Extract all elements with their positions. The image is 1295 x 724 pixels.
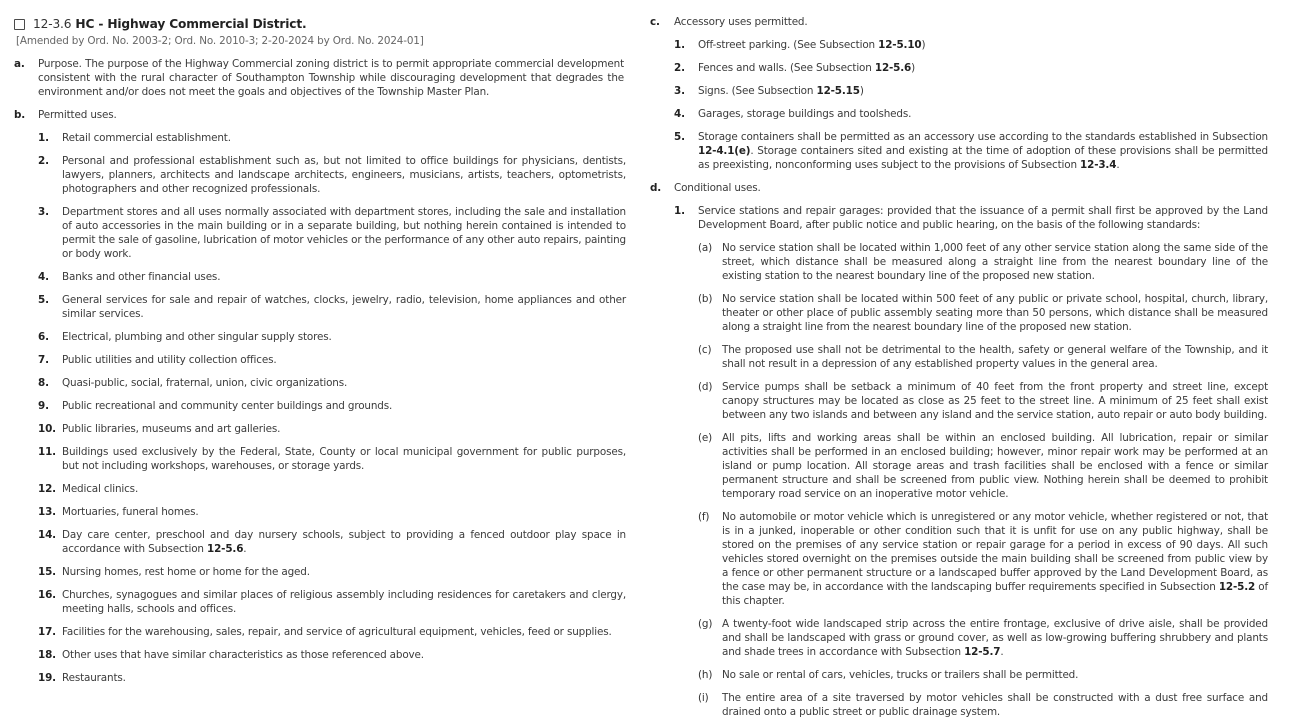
- subsection-c-text: Accessory uses permitted.: [674, 16, 808, 28]
- list-text: Restaurants.: [62, 672, 126, 684]
- section-header: [14, 17, 626, 31]
- standard-item: [698, 241, 1268, 283]
- list-text-part: Storage containers shall be permitted as an accessory use according to the standards established in Subsection: [698, 131, 1268, 143]
- list-text: Buildings used exclusively by the Federal, State, County or local municipal government for public purposes, but not including workshops, warehouses, or storage yards.: [62, 446, 626, 472]
- subsection-a-text: Purpose. The purpose of the Highway Commercial zoning district is to permit appropriate commercial development consistent with the rural character of Southampton Township while discouraging development that degrades the environment and/or does not meet the goals and objectives of the Township Master Plan.: [38, 58, 624, 98]
- standard-text: No service station shall be located within 1,000 feet of any other service station along the same side of the street, which distance shall be measured along a straight line from the nearest boundary line of the existing station to the nearest boundary line of the proposed new station.: [722, 242, 1268, 282]
- permitted-use-item: [38, 625, 626, 639]
- list-text: Quasi-public, social, fraternal, union, civic organizations.: [62, 377, 348, 389]
- list-number: 12.: [38, 483, 56, 495]
- list-text: Public libraries, museums and art galleries.: [62, 423, 281, 435]
- list-text: Nursing homes, rest home or home for the aged.: [62, 566, 310, 578]
- subsection-reference-link[interactable]: 12-5.2: [1218, 581, 1256, 593]
- list-number: 10.: [38, 423, 56, 435]
- list-number: 6.: [38, 331, 49, 343]
- subsection-reference-link[interactable]: 12-5.7: [964, 646, 1001, 658]
- standard-text: The entire area of a site traversed by motor vehicles shall be constructed with a dust free surface and drained onto a public street or public drainage system.: [722, 692, 1268, 718]
- permitted-use-item: [38, 422, 626, 436]
- standard-label: (i): [698, 692, 709, 704]
- section-title: HC - Highway Commercial District.: [75, 17, 307, 31]
- subsection-reference-link[interactable]: 12-5.10: [878, 39, 922, 51]
- standard-label: (c): [698, 344, 712, 356]
- subsection-a: [14, 57, 626, 99]
- standard-item: [698, 617, 1268, 659]
- subsection-b: [14, 108, 626, 122]
- permitted-use-item: [38, 376, 626, 390]
- list-text: [698, 61, 1268, 75]
- conditional-use-item: [674, 204, 1268, 232]
- list-number: 18.: [38, 649, 56, 661]
- list-text: Medical clinics.: [62, 483, 139, 495]
- subsection-d-label: d.: [650, 182, 662, 194]
- accessory-use-item: [674, 107, 1268, 121]
- list-number: 19.: [38, 672, 56, 684]
- list-number: 1.: [674, 205, 685, 217]
- permitted-use-item: [38, 205, 626, 261]
- list-text: [62, 528, 626, 556]
- subsection-b-label: b.: [14, 109, 26, 121]
- list-number: 4.: [38, 271, 49, 283]
- standard-text-part: of this chapter.: [722, 581, 1268, 607]
- permitted-use-item: [38, 482, 626, 496]
- subsection-reference-link[interactable]: 12-5.15: [816, 85, 860, 97]
- list-text: Garages, storage buildings and toolsheds.: [698, 108, 912, 120]
- subsection-b-text: Permitted uses.: [38, 109, 117, 121]
- permitted-use-item: [38, 528, 626, 556]
- permitted-use-item: [38, 330, 626, 344]
- standard-item: [698, 292, 1268, 334]
- list-text: Facilities for the warehousing, sales, repair, and service of agricultural equipment, vehicles, feed or supplies.: [62, 626, 612, 638]
- list-text-part: . Storage containers sited and existing at the time of adoption of these provisions shall be permitted as preexisting, nonconforming uses subject to the provisions of Subsection: [698, 145, 1268, 171]
- standard-item: [698, 343, 1268, 371]
- permitted-use-item: [38, 293, 626, 321]
- list-text-part: Off-street parking. (See Subsection: [698, 39, 879, 51]
- permitted-use-item: [38, 588, 626, 616]
- list-number: 5.: [38, 294, 49, 306]
- list-number: 3.: [674, 85, 685, 97]
- standard-label: (h): [698, 669, 713, 681]
- accessory-use-item: [674, 61, 1268, 75]
- standard-text: [722, 510, 1268, 608]
- list-text-part: .: [243, 543, 247, 555]
- standard-item: [698, 431, 1268, 501]
- list-text: Service stations and repair garages: provided that the issuance of a permit shall first be approved by the Land Development Board, after public notice and public hearing, on the basis of the following standards:: [698, 205, 1268, 231]
- list-number: 13.: [38, 506, 56, 518]
- standard-text-part: A twenty-foot wide landscaped strip across the entire frontage, exclusive of drive aisle, shall be provided and shall be landscaped with grass or ground cover, as well as low-growing buffering shrubbery and plants and shade trees in accordance with Subsection: [722, 618, 1268, 658]
- subsection-reference-link[interactable]: 12-5.6: [207, 543, 244, 555]
- list-number: 2.: [674, 62, 685, 74]
- accessory-use-item: [674, 130, 1268, 172]
- standard-item: [698, 380, 1268, 422]
- list-text-part: .: [1116, 159, 1120, 171]
- list-number: 1.: [38, 132, 49, 144]
- list-number: 8.: [38, 377, 49, 389]
- accessory-use-item: [674, 38, 1268, 52]
- subsection-a-label: a.: [14, 58, 25, 70]
- list-text: Banks and other financial uses.: [62, 271, 221, 283]
- permitted-use-item: [38, 270, 626, 284]
- list-number: 15.: [38, 566, 56, 578]
- list-text-part: Signs. (See Subsection: [698, 85, 817, 97]
- permitted-use-item: [38, 154, 626, 196]
- list-text: Electrical, plumbing and other singular supply stores.: [62, 331, 332, 343]
- standard-text: [722, 617, 1268, 659]
- standard-label: (e): [698, 432, 713, 444]
- list-text: [698, 38, 1268, 52]
- standard-text-part: .: [1000, 646, 1004, 658]
- subsection-c-label: c.: [650, 16, 660, 28]
- standard-text: No service station shall be located within 500 feet of any public or private school, hospital, church, library, theater or other place of public assembly seating more than 50 persons, which distance shall be measured along a straight line from the nearest boundary line of the proposed new station.: [722, 293, 1268, 333]
- list-number: 16.: [38, 589, 56, 601]
- list-text: Churches, synagogues and similar places of religious assembly including residences for caretakers and clergy, meeting halls, schools and offices.: [62, 589, 626, 615]
- list-number: 11.: [38, 446, 56, 458]
- standard-text: All pits, lifts and working areas shall be within an enclosed building. All lubrication, repair or similar activities shall be performed in an enclosed building; however, minor repair work may be performed at an island or pump location. All storage areas and trash facilities shall be enclosed with a fence or similar permanent structure and shall be screened from public view. Nothing herein shall be deemed to prohibit temporary road service on an inoperative motor vehicle.: [722, 432, 1268, 500]
- list-text-part: ): [921, 39, 926, 51]
- list-text-part: Day care center, preschool and day nursery schools, subject to providing a fenced outdoor play space in accordance with Subsection: [62, 529, 626, 555]
- list-number: 7.: [38, 354, 49, 366]
- right-column: [650, 0, 1268, 719]
- left-column: [14, 0, 626, 685]
- section-checkbox[interactable]: [14, 19, 25, 30]
- standard-label: (f): [698, 511, 710, 523]
- standard-text: The proposed use shall not be detrimental to the health, safety or general welfare of the Township, and it shall not result in a depression of any established property values in the general area.: [722, 344, 1268, 370]
- list-text-part: ): [911, 62, 916, 74]
- list-text-part: ): [859, 85, 864, 97]
- amendment-note: [Amended by Ord. No. 2003-2; Ord. No. 2010-3; 2-20-2024 by Ord. No. 2024-01]: [16, 35, 424, 47]
- standard-item: [698, 668, 1268, 682]
- list-number: 2.: [38, 155, 49, 167]
- standard-item: [698, 510, 1268, 608]
- permitted-use-item: [38, 565, 626, 579]
- permitted-use-item: [38, 648, 626, 662]
- list-text: Mortuaries, funeral homes.: [62, 506, 199, 518]
- list-number: 1.: [674, 39, 685, 51]
- permitted-use-item: [38, 505, 626, 519]
- list-text: Department stores and all uses normally associated with department stores, including the sale and installation of auto accessories in the main building or in a separate building, but nothing herein contained is intended to permit the sale of gasoline, lubrication of motor vehicles or the performance of any other auto repairs, painting or body work.: [62, 206, 626, 260]
- list-text: [698, 84, 1268, 98]
- section-number: 12-3.6: [33, 17, 72, 31]
- standard-text: No sale or rental of cars, vehicles, trucks or trailers shall be permitted.: [722, 669, 1079, 681]
- list-text-part: Fences and walls. (See Subsection: [698, 62, 875, 74]
- permitted-use-item: [38, 445, 626, 473]
- standard-label: (g): [698, 618, 713, 630]
- standard-text: Service pumps shall be setback a minimum of 40 feet from the front property and street line, except canopy structures may be located as close as 25 feet to the street line. A minimum of 25 feet shall exist between any two islands and between any island and the service station, auto repair or auto body building.: [722, 381, 1268, 421]
- standard-label: (b): [698, 293, 713, 305]
- subsection-c: [650, 15, 1268, 29]
- subsection-reference-link[interactable]: 12-3.4: [1080, 159, 1117, 171]
- standard-label: (d): [698, 381, 713, 393]
- list-number: 3.: [38, 206, 49, 218]
- list-number: 5.: [674, 131, 685, 143]
- list-text: [698, 130, 1268, 172]
- subsection-d-text: Conditional uses.: [674, 182, 761, 194]
- list-number: 4.: [674, 108, 685, 120]
- list-text: Public recreational and community center buildings and grounds.: [62, 400, 393, 412]
- list-text: Public utilities and utility collection offices.: [62, 354, 277, 366]
- subsection-reference-link[interactable]: 12-4.1(e): [698, 145, 751, 157]
- subsection-d: [650, 181, 1268, 195]
- accessory-use-item: [674, 84, 1268, 98]
- standard-text-part: No automobile or motor vehicle which is unregistered or any motor vehicle, whether registered or not, that is in a junked, inoperable or other condition such that it is unfit for use on any public highway, shall be stored on the premises of any service station or repair garage for a period in excess of 90 days. All such vehicles stored overnight on the premises outside the main building shall be screened from public view by a fence or other permanent structure or a landscaped buffer approved by the Land Development Board, as the case may be, in accordance with the landscaping buffer requirements specified in Subsection: [722, 511, 1268, 593]
- list-text: Personal and professional establishment such as, but not limited to office buildings for physicians, dentists, lawyers, planners, architects and landscape architects, engineers, musicians, artists, teachers, optometrists, photographers and other recognized professionals.: [62, 155, 626, 195]
- list-text: Other uses that have similar characteristics as those referenced above.: [62, 649, 424, 661]
- permitted-use-item: [38, 131, 626, 145]
- standard-item: [698, 691, 1268, 719]
- permitted-use-item: [38, 399, 626, 413]
- list-text: Retail commercial establishment.: [62, 132, 231, 144]
- subsection-reference-link[interactable]: 12-5.6: [874, 62, 912, 74]
- list-number: 9.: [38, 400, 49, 412]
- permitted-use-item: [38, 353, 626, 367]
- permitted-use-item: [38, 671, 626, 685]
- list-text: General services for sale and repair of watches, clocks, jewelry, radio, television, home appliances and other similar services.: [62, 294, 626, 320]
- standard-label: (a): [698, 242, 713, 254]
- list-number: 17.: [38, 626, 56, 638]
- list-number: 14.: [38, 529, 56, 541]
